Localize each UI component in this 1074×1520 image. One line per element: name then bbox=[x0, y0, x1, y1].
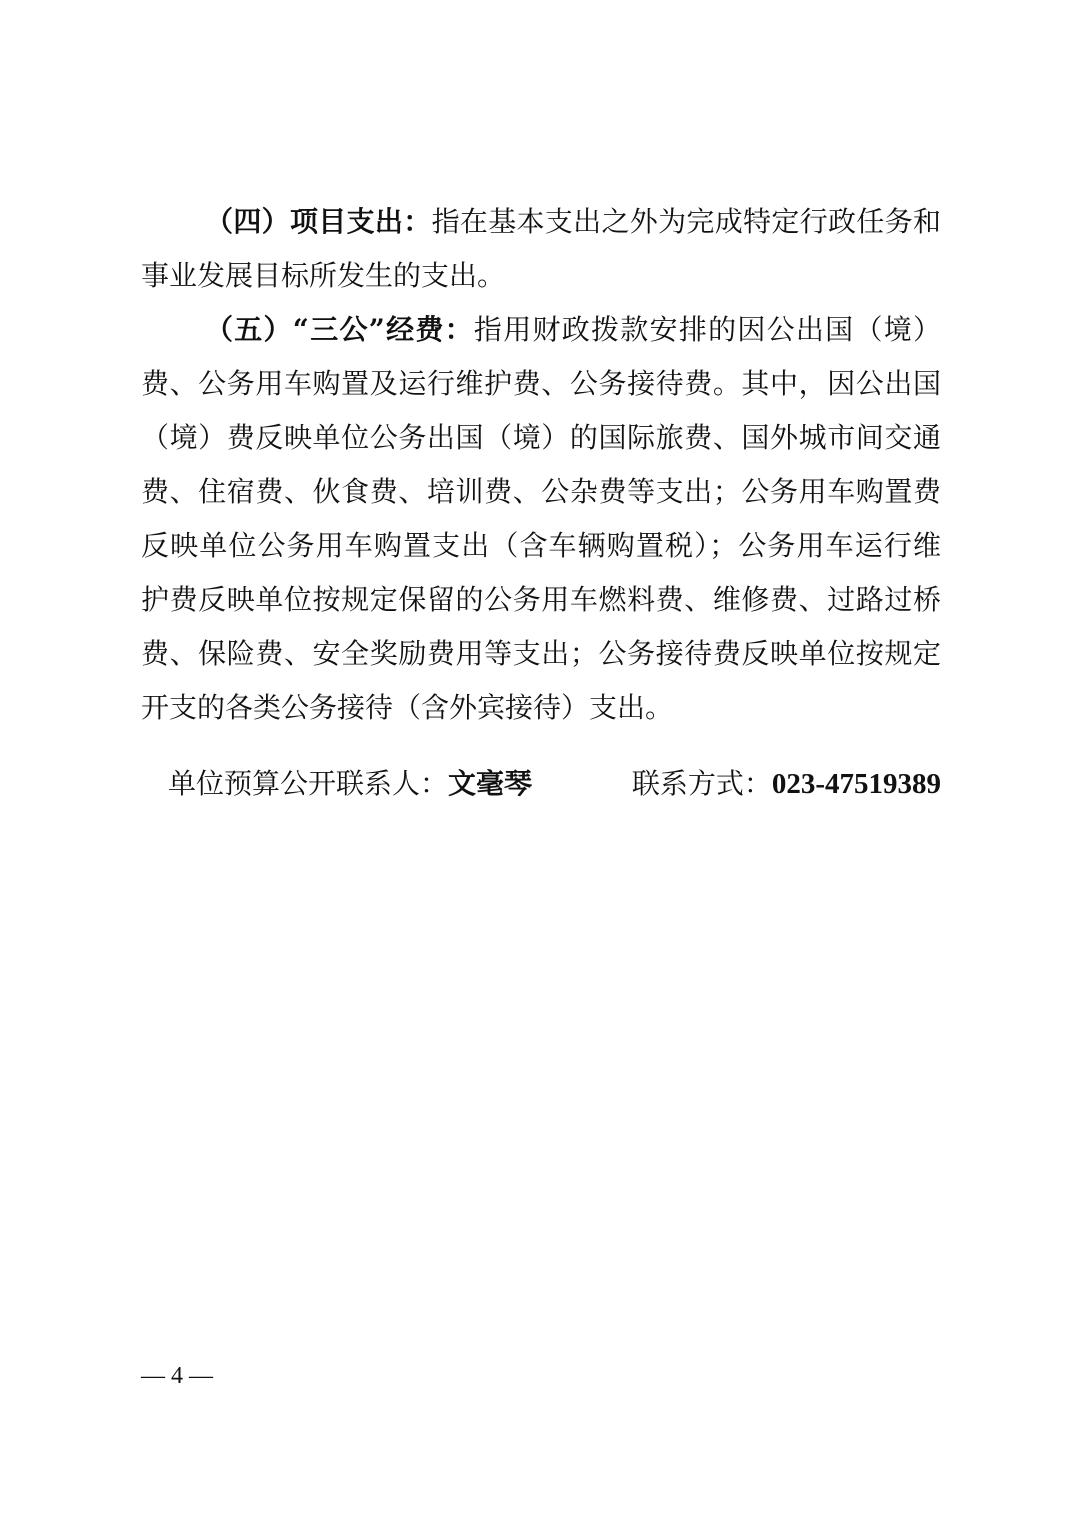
paragraph-5-line-3: （境）费反映单位公务出国（境）的国际旅费、国外城市间交通 bbox=[141, 421, 941, 454]
contact-phone bbox=[632, 757, 941, 811]
paragraph-5-line-4: 费、住宿费、伙食费、培训费、公杂费等支出；公务用车购置费 bbox=[141, 475, 941, 508]
paragraph-5-line-8: 开支的各类公务接待（含外宾接待）支出。 bbox=[141, 691, 674, 724]
paragraph-5-line-7: 费、保险费、安全奖励费用等支出；公务接待费反映单位按规定 bbox=[141, 637, 941, 670]
paragraph-4-line-2: 事业发展目标所发生的支出。 bbox=[141, 259, 506, 292]
page-number: — 4 — bbox=[141, 1363, 213, 1389]
contact-person-label: 单位预算公开联系人： bbox=[168, 767, 449, 800]
paragraph-4-text: 指在基本支出之外为完成特定行政任务和 bbox=[431, 205, 941, 238]
contact-line bbox=[168, 757, 941, 811]
contact-phone-number: 023-47519389 bbox=[771, 768, 941, 800]
contact-phone-label: 联系方式： bbox=[631, 767, 772, 800]
paragraph-5-line-5: 反映单位公务用车购置支出（含车辆购置税）；公务用车运行维 bbox=[141, 529, 941, 562]
paragraph-5-line-6: 护费反映单位按规定保留的公务用车燃料费、维修费、过路过桥 bbox=[141, 583, 941, 616]
paragraph-5-line-2: 费、公务用车购置及运行维护费、公务接待费。其中，因公出国 bbox=[141, 367, 941, 400]
paragraph-5-line-1 bbox=[205, 303, 941, 357]
paragraph-4-line-1 bbox=[205, 195, 941, 249]
contact-person-name: 文毫琴 bbox=[448, 767, 533, 800]
paragraph-5-text: 指用财政拨款安排的因公出国（境） bbox=[473, 313, 941, 346]
paragraph-5-heading: （五）“三公”经费： bbox=[205, 313, 474, 346]
paragraph-4-heading: （四）项目支出： bbox=[205, 205, 432, 238]
